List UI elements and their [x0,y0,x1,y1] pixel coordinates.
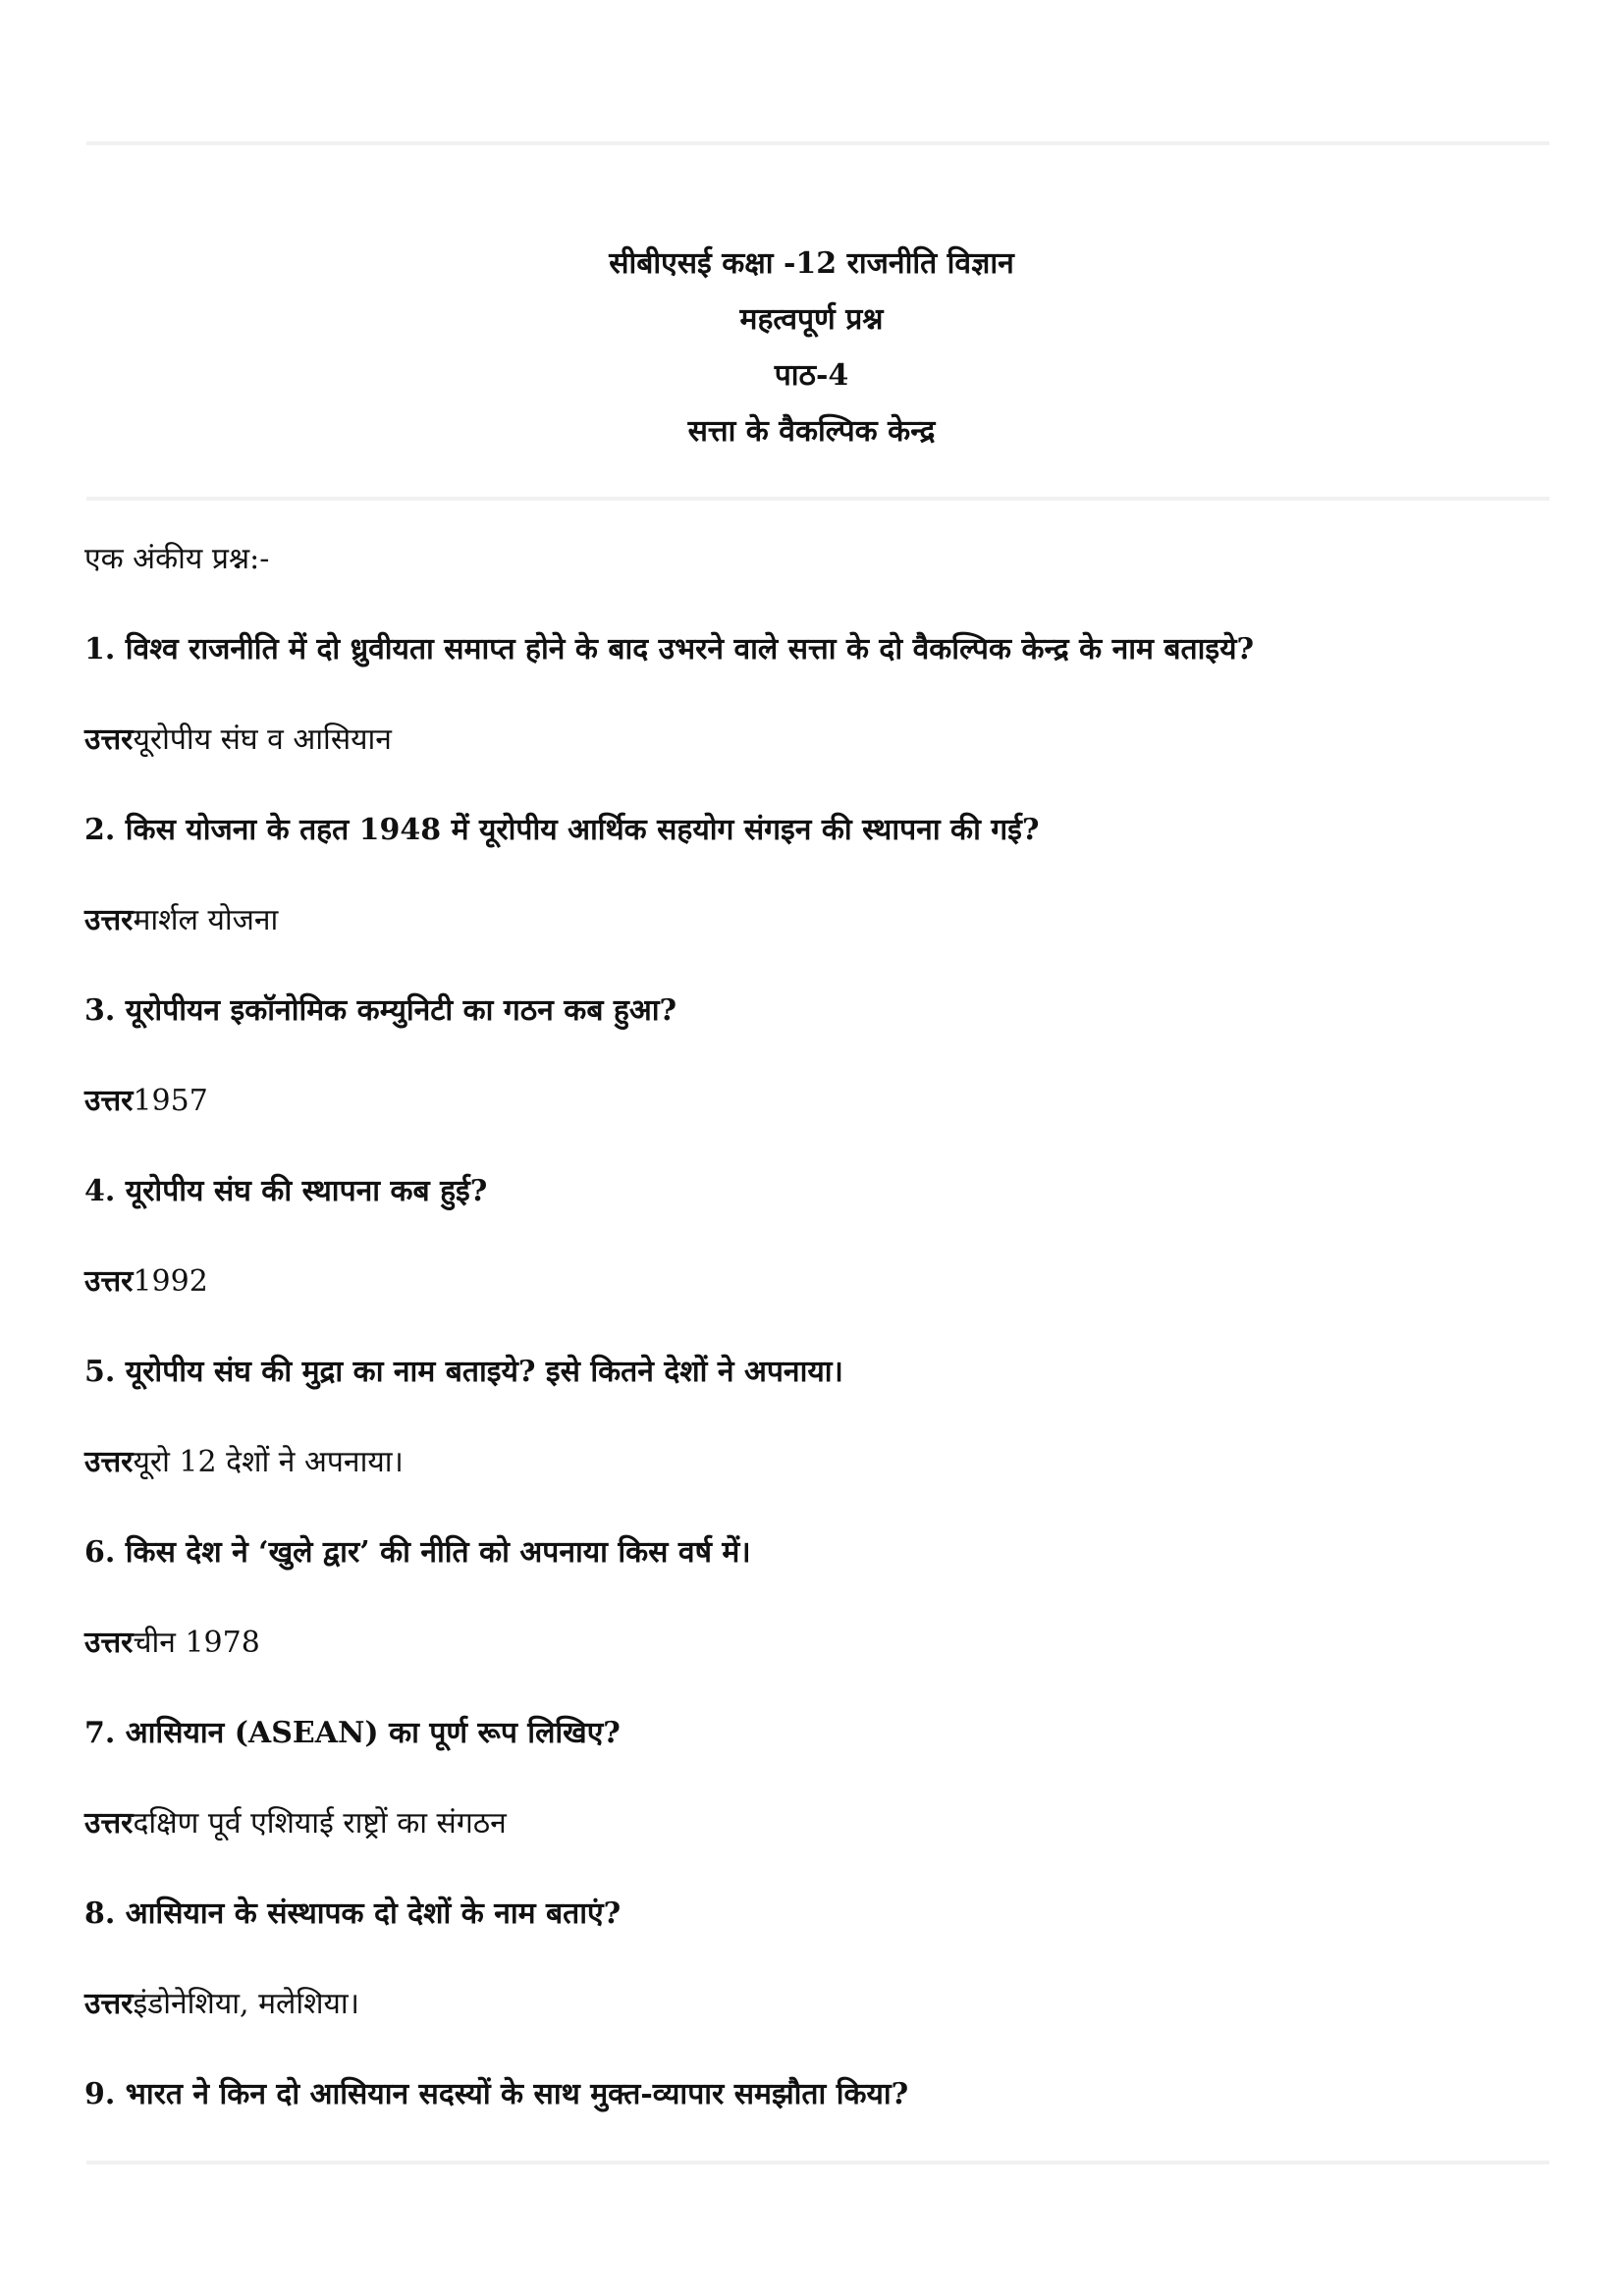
question-text: 2. किस योजना के तहत 1948 में यूरोपीय आर्थिक सहयोग संगइन की स्थापना की गई? [84,813,1040,847]
question-item [84,1531,1538,1665]
answer-label: उत्तर [84,1264,134,1299]
answer-text: चीन 1978 [133,1626,260,1660]
answer-line [84,719,1538,762]
question-item [84,809,1538,942]
top-divider [86,141,1549,145]
answer-label: उत्तर [84,1084,134,1118]
answer-line [84,1983,1538,2026]
answer-text: यूरोपीय संघ व आसियान [133,722,392,757]
question-text: 4. यूरोपीय संघ की स्थापना कब हुई? [84,1174,488,1208]
question-text: 3. यूरोपीयन इकॉनोमिक कम्युनिटी का गठन कब हुआ? [84,993,677,1028]
answer-text: इंडोनेशिया, मलेशिया। [133,1987,360,2021]
answer-label: उत्तर [84,1445,134,1479]
question-item [84,2073,1538,2116]
header-divider [86,497,1549,501]
header-chapter-number: पाठ-4 [774,358,849,393]
question-item [84,1893,1538,2026]
question-text: 6. किस देश ने ‘खुले द्वार’ की नीति को अपनाया किस वर्ष में। [84,1535,751,1570]
answer-text: 1992 [133,1264,208,1299]
answer-line [84,1441,1538,1484]
answer-label: उत्तर [84,722,134,757]
question-text: 7. आसियान (ASEAN) का पूर्ण रूप लिखिए? [84,1716,621,1750]
question-item [84,1170,1538,1304]
answer-line [84,1802,1538,1845]
answer-label: उत्तर [84,1626,134,1660]
answer-text: 1957 [133,1084,208,1118]
header-important-questions: महत्वपूर्ण प्रश्न [739,302,884,337]
header-chapter-title: सत्ता के वैकल्पिक केन्द्र [687,414,936,449]
bottom-divider [86,2161,1549,2164]
question-item [84,1712,1538,1845]
question-text: 5. यूरोपीय संघ की मुद्रा का नाम बताइये? इसे कितने देशों ने अपनाया। [84,1355,843,1389]
question-list [84,628,1538,2116]
answer-line [84,1080,1538,1123]
answer-line [84,1260,1538,1304]
question-item [84,628,1538,762]
question-text: 1. विश्व राजनीति में दो ध्रुवीयता समाप्त होने के बाद उभरने वाले सत्ता के दो वैकल्पिक केन्द्र के नाम बताइये? [84,632,1255,667]
answer-text: मार्शल योजना [133,903,279,937]
answer-text: दक्षिण पूर्व एशियाई राष्ट्रों का संगठन [133,1806,507,1841]
document-body [84,538,1538,2163]
answer-line [84,899,1538,942]
question-text: 8. आसियान के संस्थापक दो देशों के नाम बताएं? [84,1896,622,1931]
document-header [0,236,1623,459]
question-text: 9. भारत ने किन दो आसियान सदस्यों के साथ मुक्त-व्यापार समझौता किया? [84,2077,909,2111]
answer-label: उत्तर [84,1806,134,1841]
answer-line [84,1622,1538,1665]
question-item [84,1351,1538,1484]
answer-text: यूरो 12 देशों ने अपनाया। [133,1445,404,1479]
answer-label: उत्तर [84,903,134,937]
answer-label: उत्तर [84,1987,134,2021]
question-item [84,989,1538,1123]
header-board-class-subject: सीबीएसई कक्षा -12 राजनीति विज्ञान [609,246,1014,281]
section-heading: एक अंकीय प्रश्न:- [84,542,270,576]
